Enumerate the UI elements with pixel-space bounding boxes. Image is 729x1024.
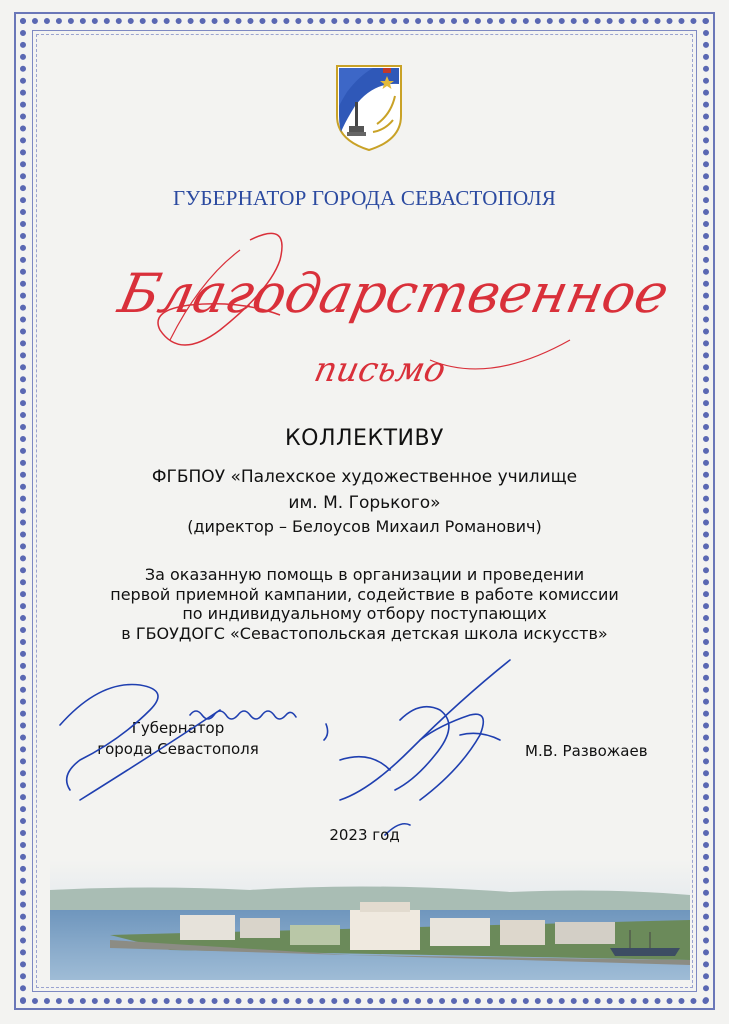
issuer-heading: ГУБЕРНАТОР ГОРОДА СЕВАСТОПОЛЯ bbox=[173, 186, 556, 210]
reason-line: За оказанную помощь в организации и проведении bbox=[144, 565, 585, 584]
document-year: 2023 год bbox=[329, 826, 400, 844]
reason-line: по индивидуальному отбору поступающих bbox=[182, 604, 547, 623]
handwritten-signature-icon bbox=[40, 640, 580, 840]
reason-line: первой приемной кампании, содействие в работе комиссии bbox=[110, 584, 619, 604]
signatory-role-line: Губернатор bbox=[131, 719, 225, 737]
organization-line: им. М. Горького» bbox=[288, 493, 441, 513]
city-panorama-image bbox=[50, 860, 690, 980]
organization-line: ФГБПОУ «Палехское художественное училище bbox=[151, 467, 578, 487]
signatory-role-line: города Севастополя bbox=[97, 740, 259, 758]
recipient-heading: КОЛЛЕКТИВУ bbox=[285, 426, 444, 451]
signatory-name: М.В. Развожаев bbox=[525, 742, 648, 760]
reason-line: в ГБОУДОГС «Севастопольская детская школа искусств» bbox=[121, 623, 608, 643]
document-title: Благодарственное bbox=[113, 262, 675, 325]
reason-paragraph bbox=[50, 565, 679, 643]
document-subtitle: письмо bbox=[310, 350, 450, 390]
organization-name bbox=[50, 464, 679, 516]
director-line: (директор – Белоусов Михаил Романович) bbox=[187, 517, 542, 536]
coat-of-arms-icon bbox=[333, 62, 405, 152]
